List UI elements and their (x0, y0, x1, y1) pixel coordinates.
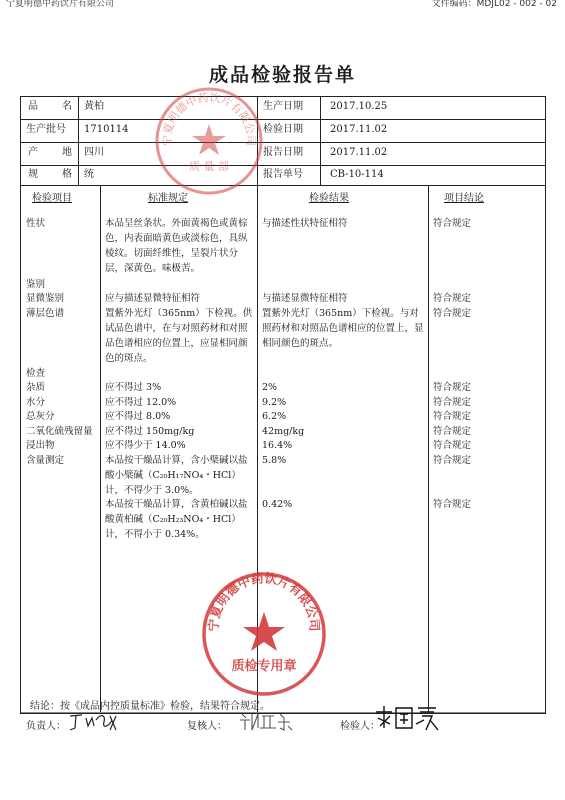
origin-label: 产 地 (28, 147, 72, 158)
seal-sub-text: 质检专用章 (231, 659, 297, 674)
table-line (20, 185, 546, 186)
prod-date-label: 生产日期 (263, 101, 303, 112)
spec-label: 规 格 (28, 169, 72, 180)
report-date-value: 2017.11.02 (330, 147, 388, 158)
item-eryanghualiu: 二氧化硫残留量 (26, 426, 93, 437)
origin-value: 四川 (84, 147, 104, 158)
col-header-standard: 标准规定 (148, 193, 188, 204)
result-bocengsepu: 置紫外光灯（365nm）下检视。与对照药材和对照品色谱相应的位置上，显相同颜色的斑点。 (262, 308, 424, 349)
inspector-signature (372, 702, 444, 734)
responsible-signature (66, 706, 132, 734)
conclusion-zonghuifen: 符合规定 (433, 411, 472, 422)
conclusion-xianwei: 符合规定 (433, 293, 472, 304)
item-xingzhuang: 性状 (26, 218, 46, 229)
conclusion-shuifen: 符合规定 (433, 397, 472, 408)
seal-arc-text: 宁夏明德中药饮片有限公司 (205, 570, 323, 632)
test-date-label: 检验日期 (263, 124, 303, 135)
reviewer-signature (236, 706, 296, 734)
result-xingzhuang: 与描述性状特征相符 (262, 218, 348, 229)
item-hanliang: 含量测定 (26, 455, 65, 466)
product-name-label: 品 名 (28, 101, 72, 112)
standard-zazhi: 应不得过 3% (105, 382, 162, 393)
result-zonghuifen: 6.2% (262, 411, 287, 422)
item-zazhi: 杂质 (26, 382, 46, 393)
reviewer-label: 复核人： (187, 721, 227, 732)
result-jinchuwu: 16.4% (262, 440, 293, 451)
standard-hanliang: 本品按干燥品计算，含小檗碱以盐酸小檗碱（C₂₀H₁₇NO₄・HCl）计，不得少于 3.0%。 (105, 455, 248, 496)
col-header-result: 检验结果 (309, 193, 349, 204)
conclusion-hanliang: 符合规定 (433, 455, 472, 466)
result-zazhi: 2% (262, 382, 278, 393)
test-date-value: 2017.11.02 (330, 124, 388, 135)
conclusion-zazhi: 符合规定 (433, 382, 472, 393)
standard-bocengsepu: 置紫外光灯（365nm）下检视。供试品色谱中，在与对照药材和对照品色谱相应的位置上，应显相同颜色的斑点。 (105, 308, 253, 364)
conclusion-hanliang-2: 符合规定 (433, 499, 472, 510)
col-header-item: 检验项目 (32, 193, 72, 204)
standard-shuifen: 应不得过 12.0% (105, 397, 177, 408)
result-shuifen: 9.2% (262, 397, 287, 408)
item-xianwei: 显微鉴别 (26, 293, 65, 304)
qc-seal-stamp (196, 566, 332, 702)
item-shuifen: 水分 (26, 397, 46, 408)
item-jiancha: 检查 (26, 368, 46, 379)
standard-zonghuifen: 应不得过 8.0% (105, 411, 171, 422)
result-hanliang-2: 0.42% (262, 499, 293, 510)
report-date-label: 报告日期 (263, 147, 303, 158)
table-line (20, 119, 546, 120)
spec-value: 统 (84, 169, 94, 180)
conclusion-jinchuwu: 符合规定 (433, 440, 472, 451)
standard-xingzhuang: 本品呈丝条状。外面黄褐色或黄棕色，内表面暗黄色或淡棕色，具纵棱纹。切面纤维性，呈裂片状分层，深黄色。味极苦。 (105, 218, 248, 274)
col-header-conclusion: 项目结论 (444, 193, 484, 204)
item-bocengsepu: 薄层色谱 (26, 308, 65, 319)
table-line (20, 165, 546, 166)
conclusion-bocengsepu: 符合规定 (433, 308, 472, 319)
standard-eryanghualiu: 应不得过 150mg/kg (105, 426, 195, 437)
item-jianbie: 鉴别 (26, 279, 46, 290)
conclusion-eryanghualiu: 符合规定 (433, 426, 472, 437)
result-eryanghualiu: 42mg/kg (262, 426, 305, 437)
table-divider (100, 185, 101, 712)
batch-label: 生产批号 (26, 124, 66, 135)
item-jinchuwu: 浸出物 (26, 440, 55, 451)
report-no-value: CB-10-114 (330, 169, 384, 180)
item-zonghuifen: 总灰分 (26, 411, 55, 422)
product-name-value: 黄柏 (84, 101, 104, 112)
conclusion-text: 结论：按《成品内控质量标准》检验，结果符合规定。 (30, 701, 270, 712)
table-line (20, 142, 546, 143)
inspector-label: 检验人： (340, 721, 380, 732)
stamp-sub-text: 质 量 部 (189, 160, 229, 173)
stamp-arc-text: 宁夏明德中药饮片有限公司 (160, 91, 258, 147)
page-title: 成品检验报告单 (208, 64, 356, 86)
table-divider (320, 96, 321, 185)
table-border-right (545, 96, 546, 713)
conclusion-xingzhuang: 符合规定 (433, 218, 472, 229)
company-header: 宁夏明德中药饮片有限公司 (6, 0, 115, 9)
prod-date-value: 2017.10.25 (330, 101, 388, 112)
document-number: 文件编码：MDJL02 - 002 - 02 (431, 0, 557, 9)
batch-value: 1710114 (84, 124, 129, 135)
standard-xianwei: 应与描述显微特征相符 (105, 293, 201, 304)
result-hanliang: 5.8% (262, 455, 287, 466)
result-xianwei: 与描述显微特征相符 (262, 293, 348, 304)
table-border-left (20, 96, 21, 713)
responsible-label: 负责人： (26, 721, 66, 732)
standard-hanliang-2: 本品按干燥品计算，含黄柏碱以盐酸黄柏碱（C₂₀H₂₃NO₄・HCl）计，不得小于 0.34%。 (105, 499, 248, 540)
report-no-label: 报告单号 (263, 169, 303, 180)
quality-dept-stamp (150, 82, 268, 200)
table-border-top (20, 96, 546, 97)
table-divider (428, 185, 429, 712)
table-divider (78, 96, 79, 185)
standard-jinchuwu: 应不得少于 14.0% (105, 440, 186, 451)
